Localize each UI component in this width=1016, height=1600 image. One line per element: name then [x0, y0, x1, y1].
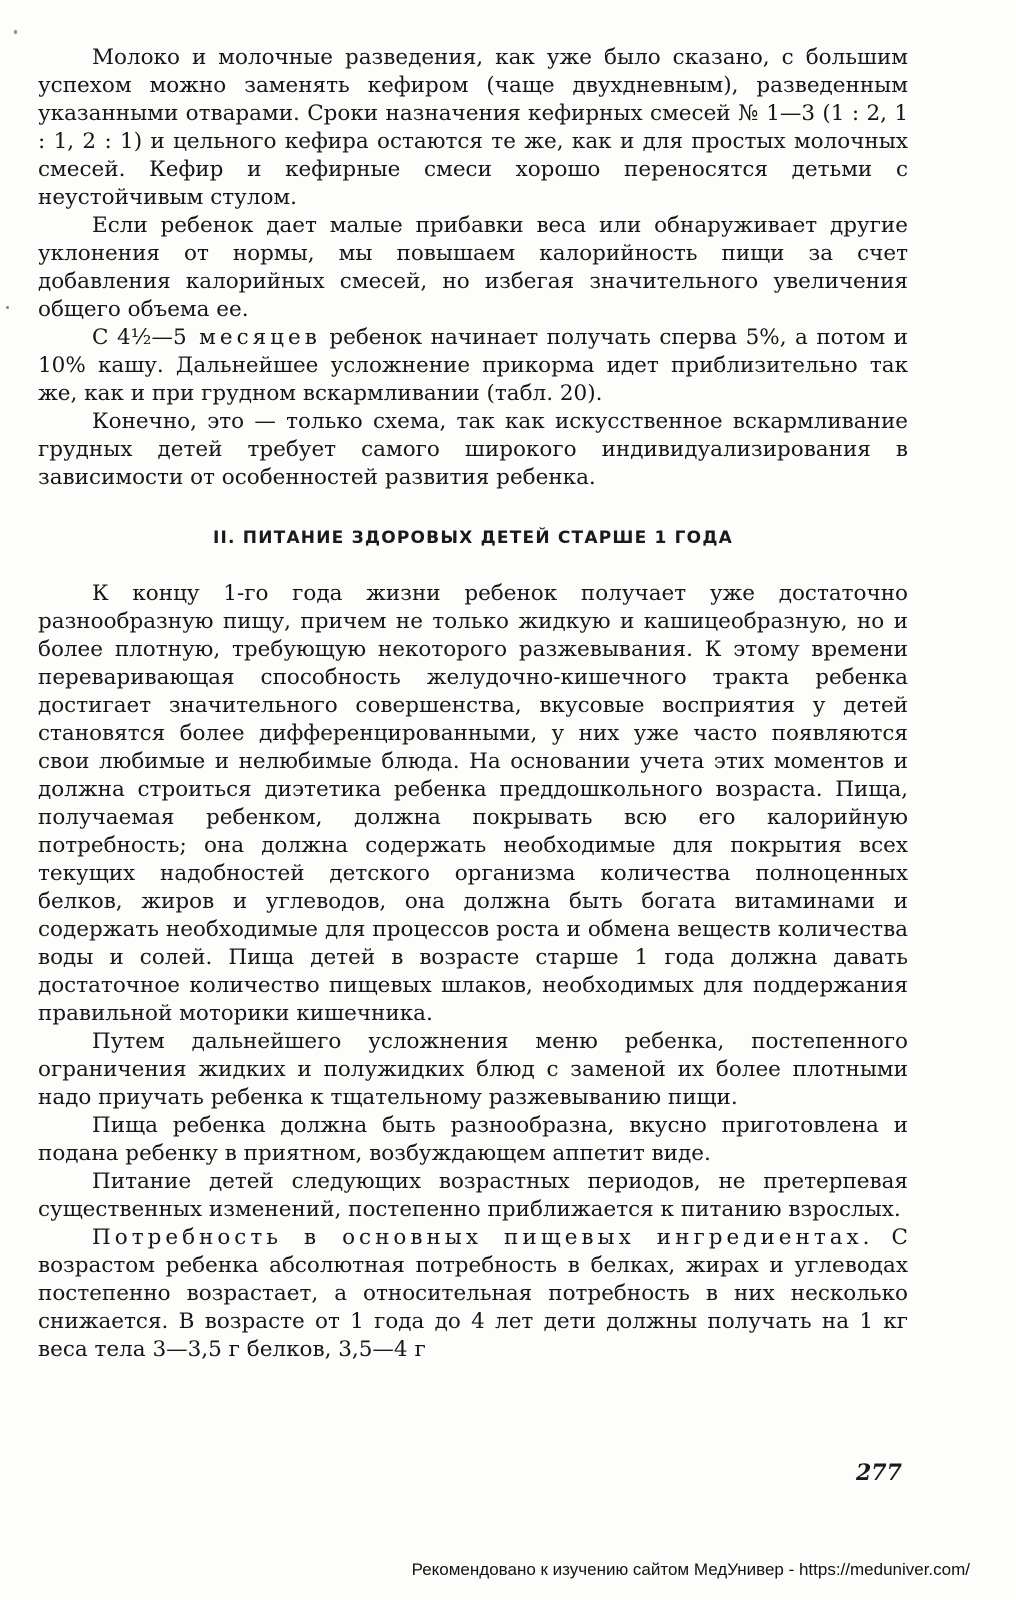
scan-speck	[14, 30, 17, 34]
paragraph-end-of-first-year: К концу 1-го года жизни ребенок получает уже достаточно разнообразную пищу, причем не только жидкую и кашицеобразную, но и более плотную, требующую некоторого разжевывания. К этому времени переваривающая способность желудочно-кишечного тракта ребенка достигает значительного совершенства, вкусовые восприятия у детей становятся более дифференцированными, у них уже часто появляются свои любимые и нелюбимые блюда. На основании учета этих моментов и должна строиться диэтетика ребенка преддошкольного возраста. Пища, получаемая ребенком, должна покрывать всю его калорийную потребность; она должна содержать необходимые для покрытия всех текущих надобностей детского организма количества полноценных белков, жиров и углеводов, она должна быть богата витаминами и содержать необходимые для процессов роста и обмена веществ количества воды и солей. Пища детей в возрасте старше 1 года должна давать достаточное количество пищевых шлаков, необходимых для поддержания правильной моторики кишечника.	[38, 581, 908, 1026]
paragraph-conclusion: Конечно, это — только схема, так как искусственное вскармливание грудных детей требует самого широкого индивидуализирования в зависимости от особенностей развития ребенка.	[38, 409, 908, 490]
paragraph-variety: Пища ребенка должна быть разнообразна, вкусно приготовлена и подана ребенку в приятном, возбуждающем аппетит виде.	[38, 1113, 908, 1166]
paragraph-kefir: Молоко и молочные разведения, как уже было сказано, с большим успехом можно заменять кефиром (чаще двухдневным), разведенным указанными отварами. Сроки назначения кефирных смесей № 1—3 (1 : 2, 1 : 1, 2 : 1) и цельного кефира остаются те же, как и для простых молочных смесей. Кефир и кефирные смеси хорошо переносятся детьми с неустойчивым стулом.	[38, 45, 908, 210]
nutrient-needs-spaced-term: Потребность в основных пищевых ингредиентах.	[92, 1225, 874, 1250]
page-number: 277	[856, 1460, 902, 1486]
paragraph-later-periods: Питание детей следующих возрастных периодов, не претерпевая существенных изменений, постепенно приближается к питанию взрослых.	[38, 1169, 908, 1222]
section-heading: II. ПИТАНИЕ ЗДОРОВЫХ ДЕТЕЙ СТАРШЕ 1 ГОДА	[212, 528, 734, 548]
paragraph-weight-gain: Если ребенок дает малые прибавки веса или обнаруживает другие уклонения от нормы, мы повышаем калорийность пищи за счет добавления калорийных смесей, но избегая значительного увеличения общего объема ее.	[38, 213, 908, 322]
months-rest: ребенок начинает получать сперва 5%, а потом и 10% кашу. Дальнейшее усложнение прикорма идет приблизительно так же, как и при грудном вскармливании (табл. 20).	[38, 325, 908, 406]
footer-watermark: Рекомендовано к изучению сайтом МедУнивер - https://meduniver.com/	[411, 1560, 970, 1579]
months-lead: С 4½—5	[92, 325, 187, 350]
scan-speck	[6, 306, 9, 309]
nutrient-needs-rest: С возрастом ребенка абсолютная потребность в белках, жирах и углеводах постепенно возрастает, а относительная потребность в них несколько снижается. В возрасте от 1 года до 4 лет дети должны получать на 1 кг веса тела 3—3,5 г белков, 3,5—4 г	[38, 1225, 908, 1362]
paragraph-menu-complication: Путем дальнейшего усложнения меню ребенка, постепенного ограничения жидких и полужидких блюд с заменой их более плотными надо приучать ребенка к тщательному разжевыванию пищи.	[38, 1029, 908, 1110]
page-body	[38, 44, 908, 1364]
paragraph-months	[38, 324, 908, 408]
months-spaced-term: месяцев	[186, 325, 321, 350]
paragraph-nutrient-needs	[38, 1224, 908, 1364]
